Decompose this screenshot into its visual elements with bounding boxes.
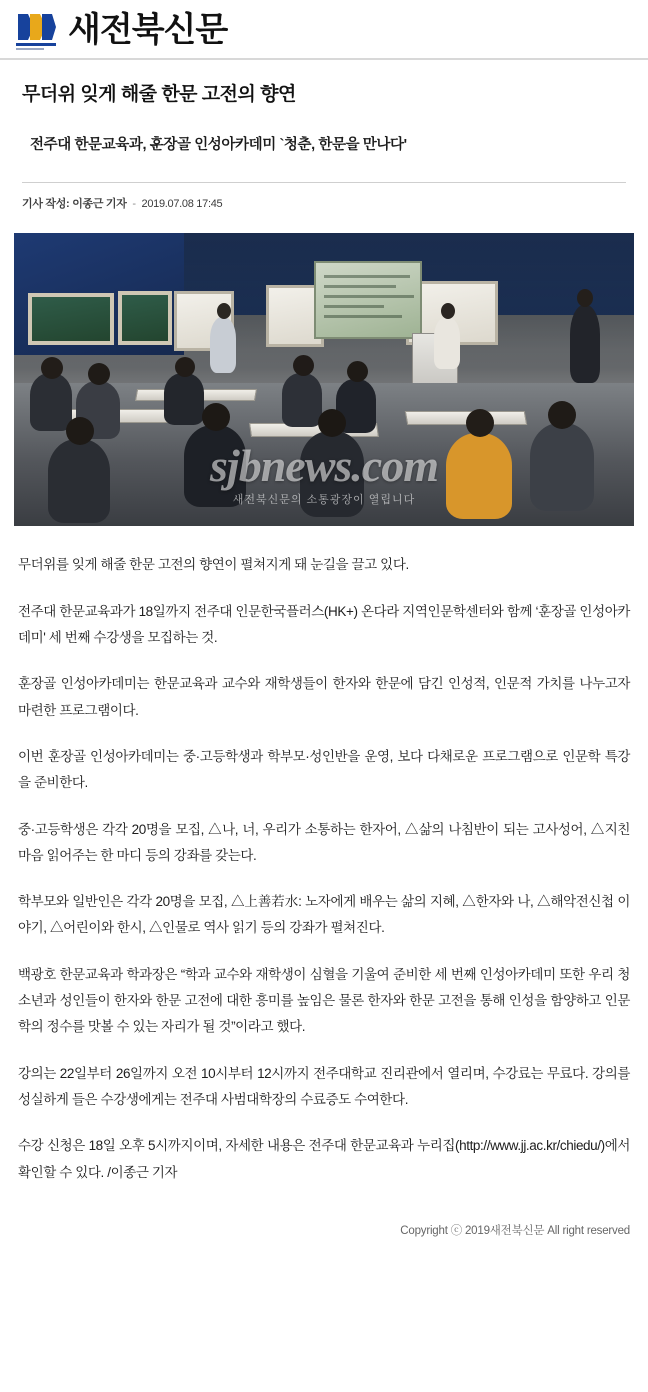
photo-person	[300, 431, 364, 517]
photo-person	[30, 373, 72, 431]
byline-label: 기사 작성:	[22, 198, 70, 211]
masthead-title: 새전북신문	[68, 10, 228, 50]
photo-person	[446, 433, 512, 519]
photo-person	[530, 423, 594, 511]
photo-watermark-subtitle: 새전북신문의 소통광장이 열립니다	[232, 494, 416, 507]
page-title: 무더위 잊게 해줄 한문 고전의 향연	[22, 84, 296, 105]
article-subheadline: 전주대 한문교육과, 훈장골 인성아카데미 `청춘, 한문을 만나다'	[30, 136, 407, 153]
classroom-photo-image	[14, 233, 634, 526]
article-photo	[14, 233, 634, 526]
masthead	[0, 0, 648, 60]
article-body	[0, 526, 648, 1186]
photo-person	[282, 373, 322, 427]
photo-chalkboard	[118, 291, 172, 345]
photo-person	[210, 317, 236, 373]
article-paragraph: 중·고등학생은 각각 20명을 모집, △나, 너, 우리가 소통하는 한자어, △삶의 나침반이 되는 고사성어, △지친 마음 읽어주는 한 마디 등의 강좌를 갖는다.	[18, 821, 630, 863]
byline-separator: -	[132, 198, 136, 211]
article-paragraph: 무더위를 잊게 해줄 한문 고전의 향연이 펼쳐지게 돼 눈길을 끌고 있다.	[18, 557, 409, 573]
headline-block	[0, 60, 648, 156]
byline-author[interactable]: 이종근 기자	[72, 198, 127, 211]
photo-person	[164, 373, 204, 425]
article-paragraph: 학부모와 일반인은 각각 20명을 모집, △上善若水: 노자에게 배우는 삶의 지혜, △한자와 나, △해악전신첩 이야기, △어린이와 한시, △인물로 역사 읽기 등의 강좌가 펼쳐진다.	[18, 894, 630, 936]
photo-projection-screen	[314, 261, 422, 339]
photo-person	[48, 439, 110, 523]
photo-person-head	[577, 289, 593, 307]
byline-date: 2019.07.08 17:45	[141, 198, 223, 211]
byline	[0, 183, 648, 211]
photo-person	[434, 317, 460, 369]
photo-person-head	[347, 361, 368, 382]
article-paragraph: 수강 신청은 18일 오후 5시까지이며, 자세한 내용은 전주대 한문교육과 누리집(http://www.jj.ac.kr/chiedu/)에서 확인할 수 있다. /이종근 기자	[18, 1138, 630, 1180]
photo-chalkboard	[28, 293, 114, 345]
photo-person-head	[293, 355, 314, 376]
footer-copyright: Copyright ⓒ 2019새전북신문 All right reserved	[400, 1224, 630, 1237]
photo-person	[570, 305, 600, 383]
newspaper-logo-icon[interactable]	[14, 10, 58, 52]
article-paragraph: 강의는 22일부터 26일까지 오전 10시부터 12시까지 전주대학교 진리관에서 열리며, 수강료는 무료다. 강의를 성실하게 들은 수강생에게는 전주대 사범대학장의 수료증도 수여한다.	[18, 1065, 630, 1108]
article-paragraph: 이번 훈장골 인성아카데미는 중·고등학생과 학부모·성인반을 운영, 보다 다채로운 프로그램으로 인문학 특강을 준비한다.	[18, 748, 630, 791]
article-paragraph: 전주대 한문교육과가 18일까지 전주대 인문한국플러스(HK+) 온다라 지역인문학센터와 함께 ‘훈장골 인성아카데미' 세 번째 수강생을 모집하는 것.	[18, 603, 630, 645]
photo-watermark: sjbnews.com	[210, 440, 438, 492]
article-paragraph: 훈장골 인성아카데미는 한문교육과 교수와 재학생들이 한자와 한문에 담긴 인성적, 인문적 가치를 나누고자 마련한 프로그램이다.	[18, 676, 630, 718]
article-paragraph: 백광호 한문교육과 학과장은 “학과 교수와 재학생이 심혈을 기울여 준비한 세 번째 인성아카데미 또한 우리 청소년과 성인들이 한자와 한문 고전에 대한 흥미를 높임은 물론 한자와 한문 고전을 통해 인성을 함양하고 인문학의 정수를 맛볼 수 있는 자리가 될 것”이라고 했다.	[18, 966, 630, 1035]
photo-person	[184, 425, 246, 507]
